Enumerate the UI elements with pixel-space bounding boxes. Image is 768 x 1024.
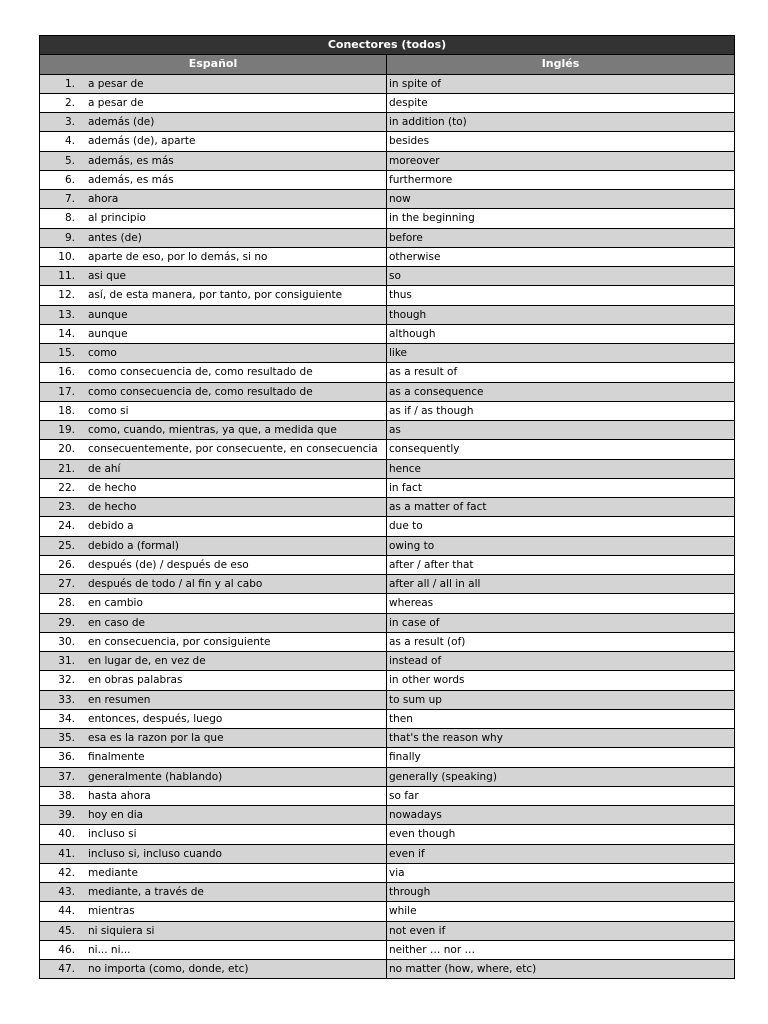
row-number: 27.	[58, 578, 75, 591]
spanish-cell	[40, 594, 387, 613]
row-number: 39.	[58, 809, 75, 822]
table-row	[40, 170, 735, 189]
row-number: 42.	[58, 866, 75, 879]
spanish-cell	[40, 190, 387, 209]
english-cell: generally (speaking)	[387, 767, 735, 786]
spanish-cell	[40, 960, 387, 979]
english-cell: instead of	[387, 652, 735, 671]
table-row	[40, 267, 735, 286]
spanish-text: ni siquiera si	[88, 924, 155, 937]
table-row	[40, 806, 735, 825]
row-number: 41.	[58, 847, 75, 860]
spanish-text: ni... ni...	[88, 943, 131, 956]
row-number: 17.	[58, 385, 75, 398]
spanish-text: además, es más	[88, 154, 174, 167]
spanish-cell	[40, 517, 387, 536]
spanish-cell	[40, 729, 387, 748]
row-number: 18.	[58, 404, 75, 417]
table-row	[40, 786, 735, 805]
spanish-text: ahora	[88, 193, 119, 206]
spanish-text: después de todo / al fin y al cabo	[88, 578, 263, 591]
english-cell: due to	[387, 517, 735, 536]
spanish-text: aparte de eso, por lo demás, si no	[88, 250, 268, 263]
english-cell: thus	[387, 286, 735, 305]
table-row	[40, 844, 735, 863]
spanish-text: aunque	[88, 308, 128, 321]
table-row	[40, 93, 735, 112]
spanish-text: debido a (formal)	[88, 539, 179, 552]
spanish-text: mediante, a través de	[88, 886, 204, 899]
row-number: 16.	[58, 366, 75, 379]
table-row	[40, 671, 735, 690]
row-number: 37.	[58, 770, 75, 783]
spanish-text: hasta ahora	[88, 789, 151, 802]
row-number: 24.	[58, 520, 75, 533]
english-cell: whereas	[387, 594, 735, 613]
spanish-text: como consecuencia de, como resultado de	[88, 366, 313, 379]
english-cell: in the beginning	[387, 209, 735, 228]
english-cell: via	[387, 863, 735, 882]
table-row	[40, 498, 735, 517]
row-number: 5.	[64, 154, 75, 167]
english-cell: so far	[387, 786, 735, 805]
table-row	[40, 151, 735, 170]
table-row	[40, 305, 735, 324]
spanish-cell	[40, 902, 387, 921]
row-number: 35.	[58, 732, 75, 745]
row-number: 33.	[58, 693, 75, 706]
table-row	[40, 247, 735, 266]
row-number: 46.	[58, 943, 75, 956]
english-cell: finally	[387, 748, 735, 767]
spanish-text: a pesar de	[88, 77, 144, 90]
spanish-cell	[40, 286, 387, 305]
spanish-cell	[40, 459, 387, 478]
spanish-cell	[40, 93, 387, 112]
column-header-spanish: Español	[40, 55, 387, 74]
row-number: 2.	[64, 96, 75, 109]
english-cell: nowadays	[387, 806, 735, 825]
table-row	[40, 286, 735, 305]
spanish-text: en lugar de, en vez de	[88, 655, 206, 668]
table-row	[40, 594, 735, 613]
spanish-cell	[40, 228, 387, 247]
table-row	[40, 228, 735, 247]
spanish-cell	[40, 652, 387, 671]
table-row	[40, 863, 735, 882]
english-cell: not even if	[387, 921, 735, 940]
spanish-cell	[40, 113, 387, 132]
row-number: 20.	[58, 443, 75, 456]
english-cell: no matter (how, where, etc)	[387, 960, 735, 979]
row-number: 25.	[58, 539, 75, 552]
row-number: 19.	[58, 424, 75, 437]
spanish-cell	[40, 883, 387, 902]
spanish-text: asi que	[88, 270, 126, 283]
spanish-cell	[40, 555, 387, 574]
spanish-cell	[40, 575, 387, 594]
spanish-cell	[40, 209, 387, 228]
spanish-cell	[40, 748, 387, 767]
spanish-text: como	[88, 347, 117, 360]
spanish-cell	[40, 863, 387, 882]
table-row	[40, 575, 735, 594]
row-number: 31.	[58, 655, 75, 668]
spanish-cell	[40, 536, 387, 555]
row-number: 29.	[58, 616, 75, 629]
table-row	[40, 113, 735, 132]
spanish-text: además (de), aparte	[88, 135, 196, 148]
spanish-text: como, cuando, mientras, ya que, a medida que	[88, 424, 337, 437]
english-cell: even if	[387, 844, 735, 863]
spanish-text: aunque	[88, 327, 128, 340]
english-cell: like	[387, 344, 735, 363]
row-number: 1.	[64, 77, 75, 90]
table-row	[40, 748, 735, 767]
table-row	[40, 690, 735, 709]
spanish-cell	[40, 440, 387, 459]
spanish-text: así, de esta manera, por tanto, por consiguiente	[88, 289, 343, 302]
table-row	[40, 555, 735, 574]
spanish-text: en resumen	[88, 693, 151, 706]
english-cell: consequently	[387, 440, 735, 459]
table-row	[40, 940, 735, 959]
english-cell: as a matter of fact	[387, 498, 735, 517]
row-number: 34.	[58, 712, 75, 725]
spanish-cell	[40, 421, 387, 440]
english-cell: as a result (of)	[387, 632, 735, 651]
table-row	[40, 536, 735, 555]
connectors-table	[39, 35, 735, 979]
english-cell: as a consequence	[387, 382, 735, 401]
spanish-text: mientras	[88, 905, 135, 918]
table-row	[40, 613, 735, 632]
row-number: 9.	[64, 231, 75, 244]
spanish-text: incluso si	[88, 828, 137, 841]
spanish-cell	[40, 478, 387, 497]
table-row	[40, 632, 735, 651]
table-row	[40, 921, 735, 940]
spanish-text: antes (de)	[88, 231, 142, 244]
spanish-cell	[40, 267, 387, 286]
spanish-cell	[40, 632, 387, 651]
spanish-cell	[40, 305, 387, 324]
table-row	[40, 709, 735, 728]
spanish-text: al principio	[88, 212, 146, 225]
table-row	[40, 421, 735, 440]
row-number: 7.	[64, 193, 75, 206]
spanish-text: como si	[88, 404, 129, 417]
table-row	[40, 883, 735, 902]
english-cell: furthermore	[387, 170, 735, 189]
spanish-text: como consecuencia de, como resultado de	[88, 385, 313, 398]
row-number: 13.	[58, 308, 75, 321]
spanish-text: generalmente (hablando)	[88, 770, 223, 783]
row-number: 40.	[58, 828, 75, 841]
table-row	[40, 902, 735, 921]
table-row	[40, 960, 735, 979]
spanish-cell	[40, 806, 387, 825]
row-number: 22.	[58, 481, 75, 494]
row-number: 3.	[64, 116, 75, 129]
spanish-text: finalmente	[88, 751, 145, 764]
spanish-text: de hecho	[88, 481, 137, 494]
spanish-text: después (de) / después de eso	[88, 558, 249, 571]
spanish-text: debido a	[88, 520, 134, 533]
english-cell: in spite of	[387, 74, 735, 93]
spanish-text: en consecuencia, por consiguiente	[88, 635, 271, 648]
table-row	[40, 132, 735, 151]
english-cell: while	[387, 902, 735, 921]
table-title: Conectores (todos)	[40, 36, 735, 55]
english-cell: in addition (to)	[387, 113, 735, 132]
row-number: 4.	[64, 135, 75, 148]
table-body	[40, 74, 735, 979]
spanish-text: a pesar de	[88, 96, 144, 109]
spanish-cell	[40, 382, 387, 401]
table-row	[40, 344, 735, 363]
row-number: 44.	[58, 905, 75, 918]
table-row	[40, 459, 735, 478]
english-cell: as	[387, 421, 735, 440]
english-cell: as a result of	[387, 363, 735, 382]
column-header-english: Inglés	[387, 55, 735, 74]
row-number: 30.	[58, 635, 75, 648]
row-number: 14.	[58, 327, 75, 340]
table-row	[40, 517, 735, 536]
english-cell: now	[387, 190, 735, 209]
spanish-cell	[40, 324, 387, 343]
row-number: 12.	[58, 289, 75, 302]
spanish-text: además, es más	[88, 173, 174, 186]
spanish-text: en cambio	[88, 597, 143, 610]
spanish-cell	[40, 613, 387, 632]
english-cell: in other words	[387, 671, 735, 690]
english-cell: even though	[387, 825, 735, 844]
row-number: 26.	[58, 558, 75, 571]
spanish-cell	[40, 363, 387, 382]
spanish-cell	[40, 844, 387, 863]
spanish-cell	[40, 498, 387, 517]
table-row	[40, 209, 735, 228]
row-number: 23.	[58, 501, 75, 514]
spanish-cell	[40, 247, 387, 266]
english-cell: besides	[387, 132, 735, 151]
spanish-cell	[40, 940, 387, 959]
english-cell: that's the reason why	[387, 729, 735, 748]
row-number: 8.	[64, 212, 75, 225]
english-cell: moreover	[387, 151, 735, 170]
spanish-text: entonces, después, luego	[88, 712, 223, 725]
spanish-text: además (de)	[88, 116, 155, 129]
spanish-text: consecuentemente, por consecuente, en consecuencia	[88, 443, 378, 456]
spanish-text: de hecho	[88, 501, 137, 514]
english-cell: so	[387, 267, 735, 286]
table-row	[40, 652, 735, 671]
row-number: 10.	[58, 250, 75, 263]
english-cell: although	[387, 324, 735, 343]
table-row	[40, 729, 735, 748]
spanish-cell	[40, 767, 387, 786]
spanish-cell	[40, 671, 387, 690]
spanish-text: mediante	[88, 866, 138, 879]
english-cell: otherwise	[387, 247, 735, 266]
row-number: 36.	[58, 751, 75, 764]
table-row	[40, 440, 735, 459]
table-row	[40, 382, 735, 401]
spanish-cell	[40, 132, 387, 151]
spanish-text: hoy en dia	[88, 809, 144, 822]
row-number: 32.	[58, 674, 75, 687]
spanish-cell	[40, 74, 387, 93]
row-number: 11.	[58, 270, 75, 283]
table-row	[40, 363, 735, 382]
row-number: 45.	[58, 924, 75, 937]
table-row	[40, 74, 735, 93]
table-row	[40, 478, 735, 497]
english-cell: then	[387, 709, 735, 728]
english-cell: hence	[387, 459, 735, 478]
spanish-cell	[40, 921, 387, 940]
spanish-cell	[40, 709, 387, 728]
english-cell: neither … nor …	[387, 940, 735, 959]
english-cell: before	[387, 228, 735, 247]
table-row	[40, 324, 735, 343]
english-cell: to sum up	[387, 690, 735, 709]
spanish-cell	[40, 825, 387, 844]
spanish-text: no importa (como, donde, etc)	[88, 963, 249, 976]
spanish-cell	[40, 151, 387, 170]
spanish-text: incluso si, incluso cuando	[88, 847, 222, 860]
table-row	[40, 401, 735, 420]
spanish-cell	[40, 690, 387, 709]
row-number: 43.	[58, 886, 75, 899]
english-cell: in fact	[387, 478, 735, 497]
spanish-cell	[40, 401, 387, 420]
english-cell: despite	[387, 93, 735, 112]
document-page	[39, 35, 734, 979]
row-number: 21.	[58, 462, 75, 475]
english-cell: in case of	[387, 613, 735, 632]
table-row	[40, 190, 735, 209]
spanish-cell	[40, 344, 387, 363]
table-row	[40, 767, 735, 786]
table-row	[40, 825, 735, 844]
english-cell: owing to	[387, 536, 735, 555]
english-cell: after / after that	[387, 555, 735, 574]
spanish-text: esa es la razon por la que	[88, 732, 224, 745]
english-cell: after all / all in all	[387, 575, 735, 594]
row-number: 6.	[64, 173, 75, 186]
spanish-cell	[40, 170, 387, 189]
spanish-text: en caso de	[88, 616, 146, 629]
row-number: 15.	[58, 347, 75, 360]
english-cell: though	[387, 305, 735, 324]
row-number: 38.	[58, 789, 75, 802]
spanish-text: en obras palabras	[88, 674, 183, 687]
english-cell: through	[387, 883, 735, 902]
row-number: 28.	[58, 597, 75, 610]
spanish-cell	[40, 786, 387, 805]
english-cell: as if / as though	[387, 401, 735, 420]
spanish-text: de ahí	[88, 462, 121, 475]
row-number: 47.	[58, 963, 75, 976]
